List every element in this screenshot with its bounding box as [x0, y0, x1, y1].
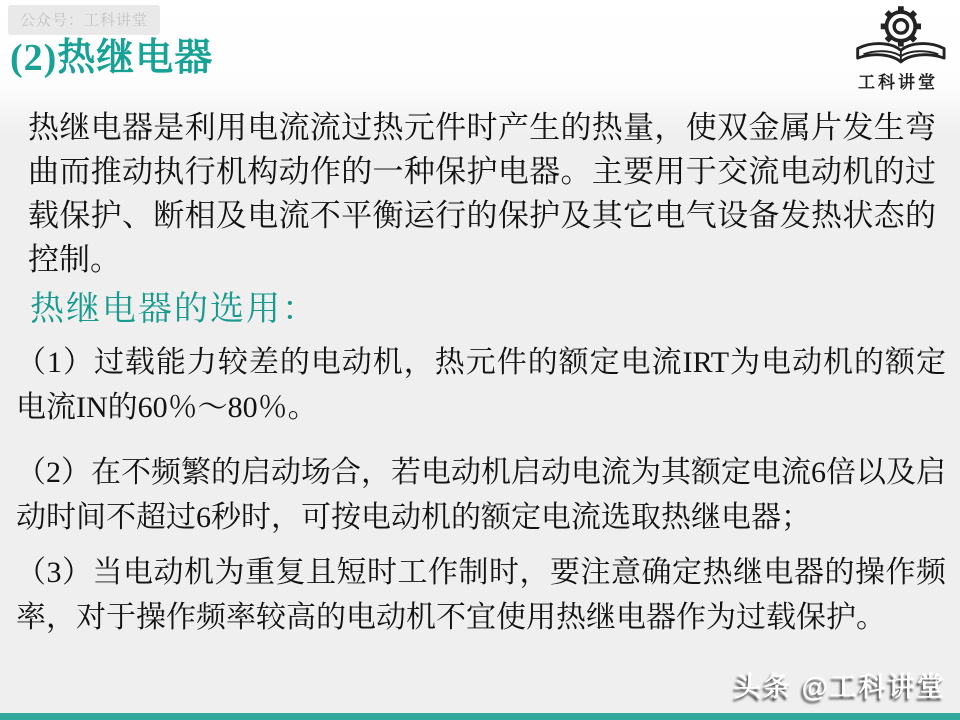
selection-rule-3: （3）当电动机为重复且短时工作制时，要注意确定热继电器的操作频率，对于操作频率较高的电动机不宜使用热继电器作为过载保护。 — [16, 556, 946, 634]
watermark: 头条 @工科讲堂 — [734, 672, 946, 702]
brand-logo — [846, 4, 950, 93]
page-title: (2)热继电器 — [10, 37, 214, 79]
selection-rule-1: （1）过载能力较差的电动机，热元件的额定电流IRT为电动机的额定电流IN的60％～80％。 — [16, 346, 946, 424]
intro-paragraph: 热继电器是利用电流流过热元件时产生的热量，使双金属片发生弯曲而推动执行机构动作的一种保护电器。主要用于交流电动机的过载保护、断相及电流不平衡运行的保护及其它电气设备发热状态的控制。 — [28, 110, 936, 278]
wechat-account-badge: 公众号：工科讲堂 — [8, 5, 160, 35]
gear-icon — [881, 6, 921, 46]
bottom-accent-bar — [0, 713, 960, 720]
logo-text: 工科讲堂 — [858, 73, 938, 92]
selection-rule-2: （2）在不频繁的启动场合，若电动机启动电流为其额定电流6倍以及启动时间不超过6秒时，可按电动机的额定电流选取热继电器； — [16, 456, 946, 534]
gear-book-logo-icon — [850, 4, 946, 68]
section-heading: 热继电器的选用： — [30, 291, 318, 328]
